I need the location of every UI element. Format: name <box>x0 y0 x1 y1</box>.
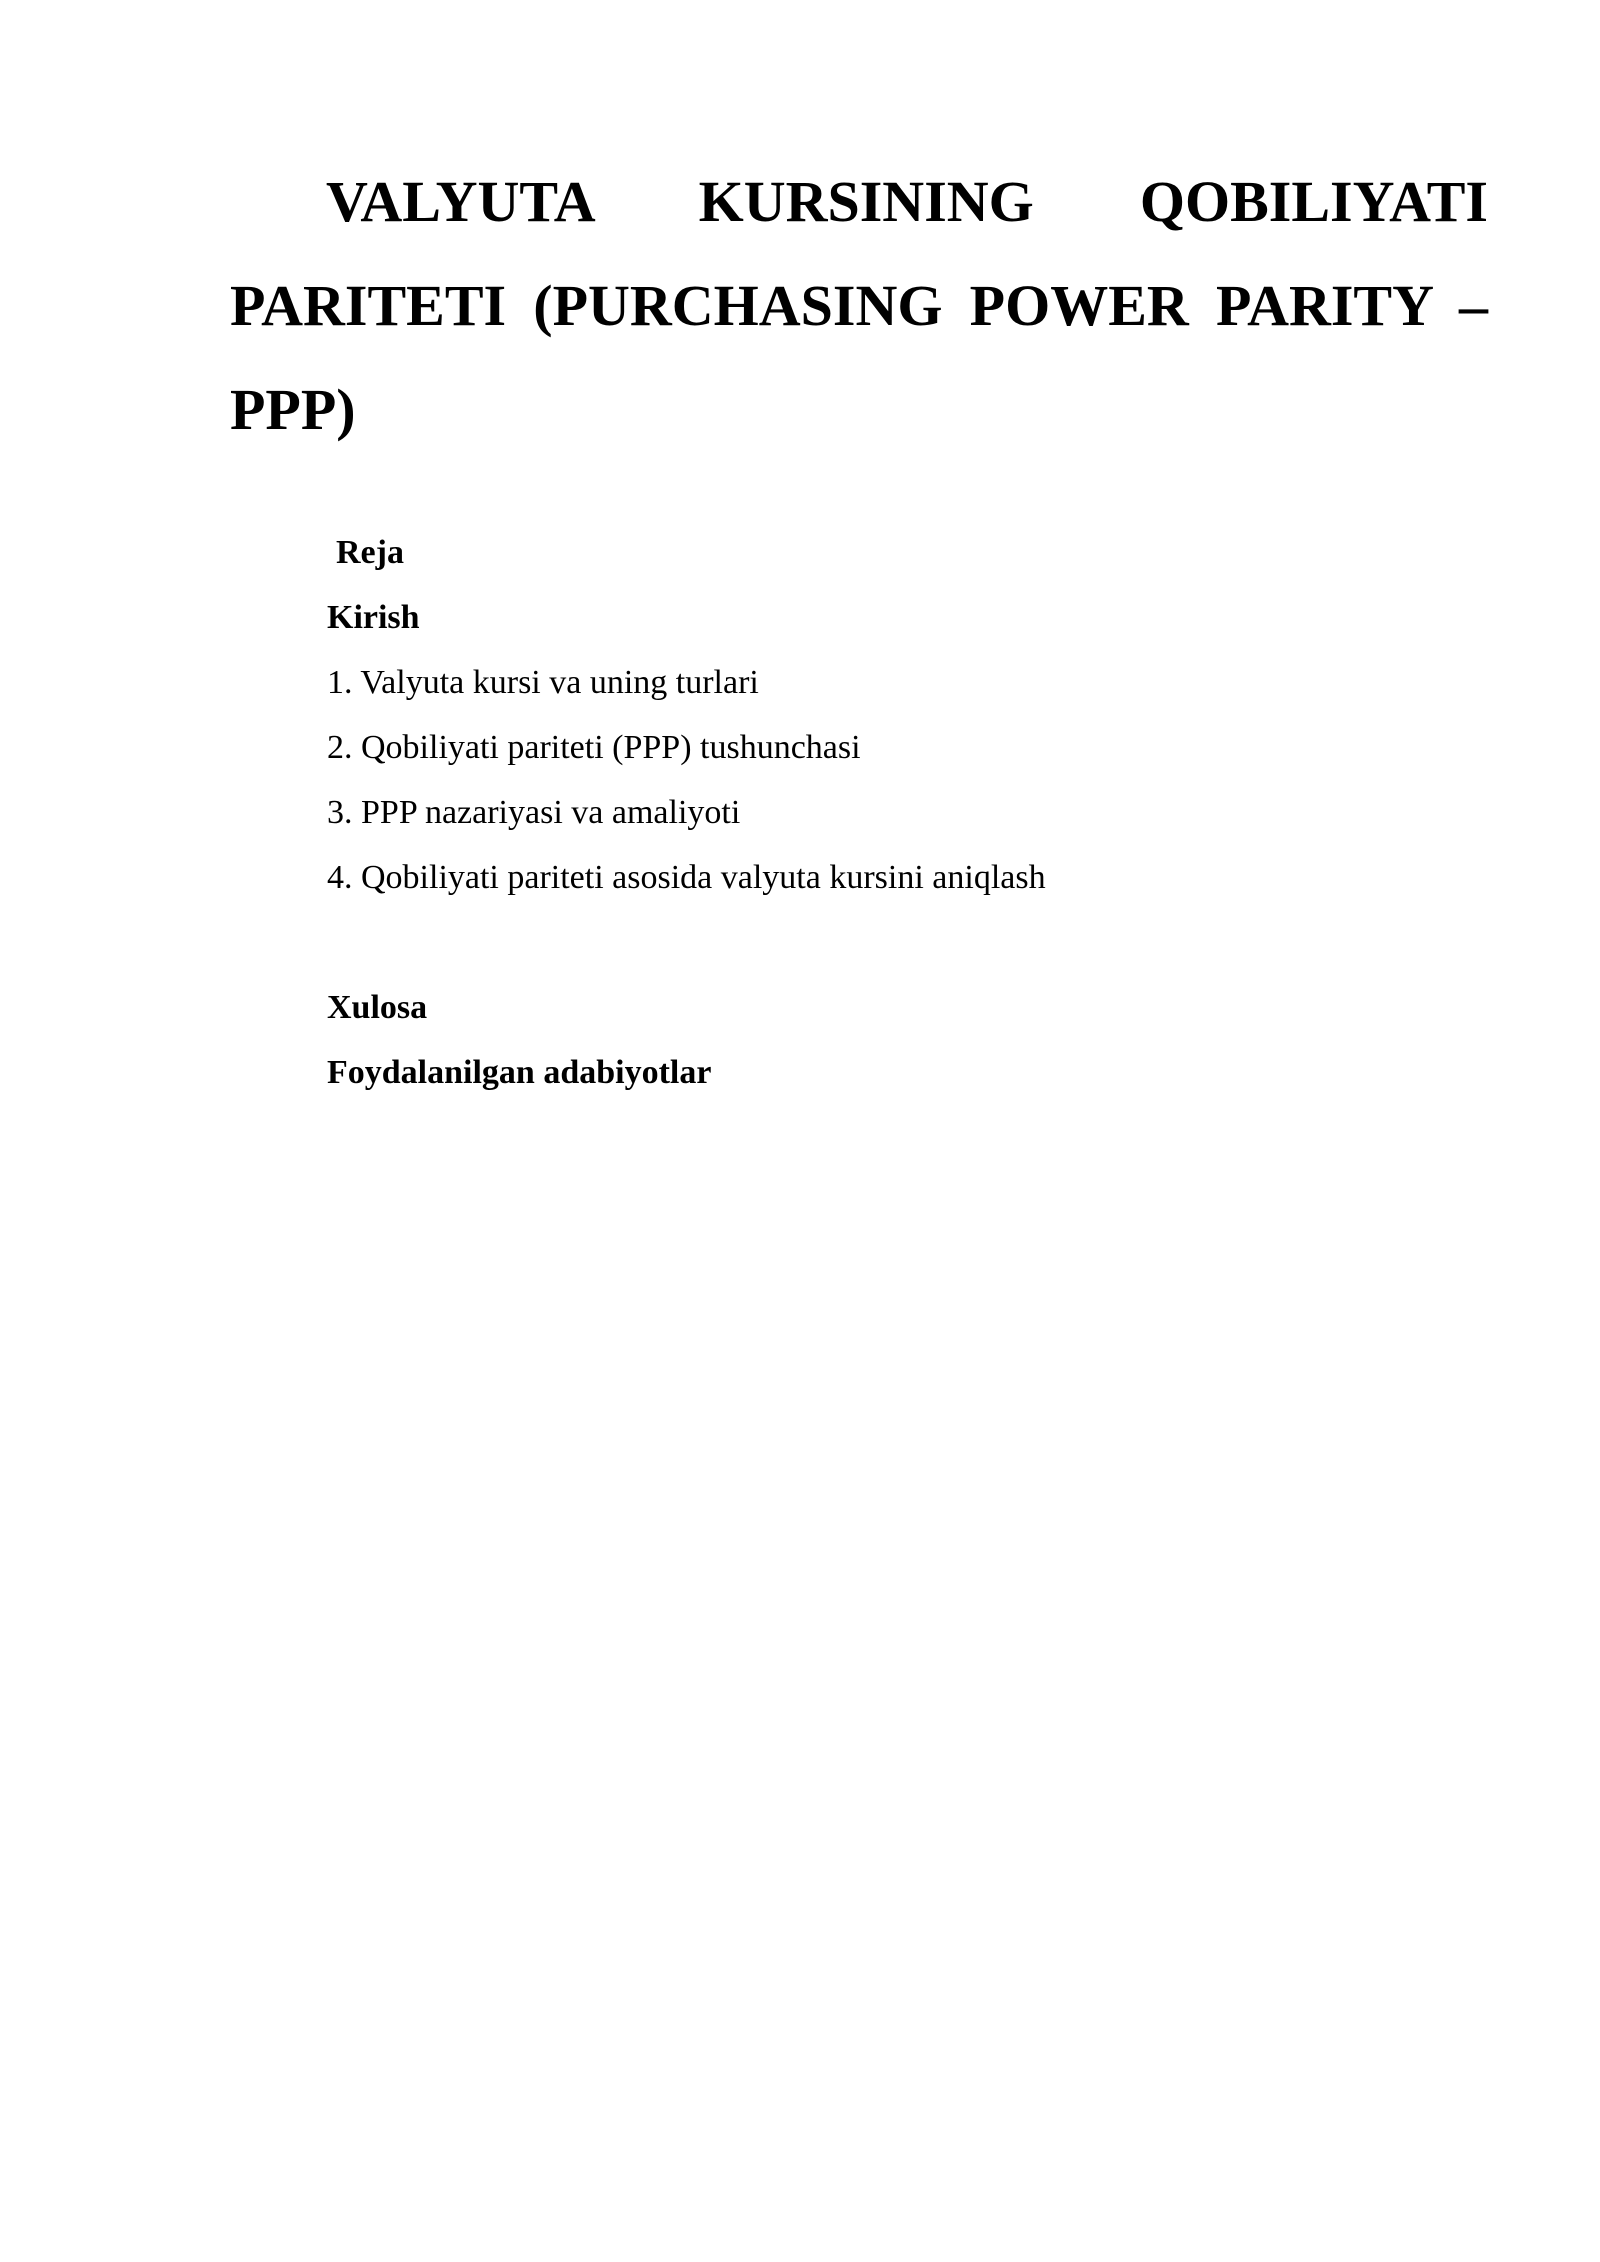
plan-conclusion: Xulosa <box>327 989 428 1026</box>
plan-intro: Kirish <box>327 599 420 636</box>
plan-item-2: 2. Qobiliyati pariteti (PPP) tushunchasi <box>327 729 861 766</box>
plan-item-3: 3. PPP nazariyasi va amaliyoti <box>327 794 741 831</box>
plan-item-1: 1. Valyuta kursi va uning turlari <box>327 664 759 701</box>
plan-item-4: 4. Qobiliyati pariteti asosida valyuta kursini aniqlash <box>327 859 1046 896</box>
plan-section <box>327 520 1427 1105</box>
document-title: VALYUTA KURSINING QOBILIYATI PARITETI (PURCHASING POWER PARITY – PPP) <box>230 169 1488 442</box>
plan-spacer <box>327 910 1427 975</box>
plan-heading: Reja <box>336 534 404 571</box>
plan-references: Foydalanilgan adabiyotlar <box>327 1054 712 1091</box>
